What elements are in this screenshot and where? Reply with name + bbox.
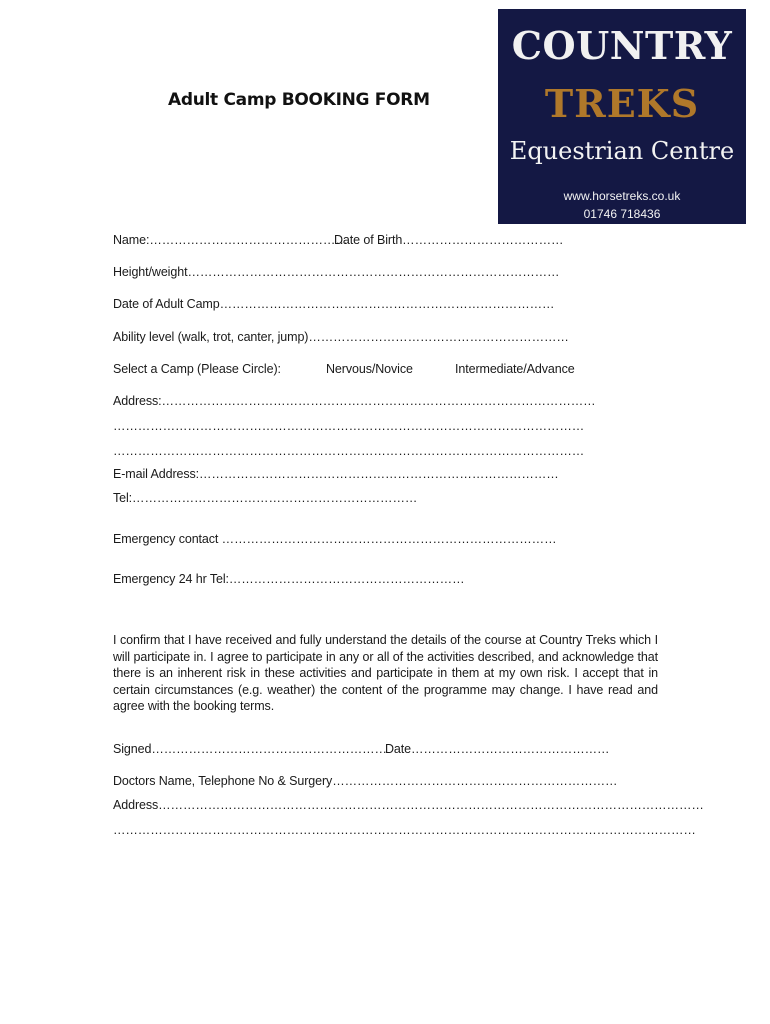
signed-field[interactable]: Signed…………………………………………………	[113, 742, 387, 756]
logo-line-treks: TREKS	[544, 81, 700, 126]
logo-line-equestrian: Equestrian Centre	[509, 137, 735, 165]
option-nervous-novice[interactable]: Nervous/Novice	[326, 362, 413, 376]
confirmation-paragraph: I confirm that I have received and fully understand the details of the course at Country Treks which I will participate in. I agree to participate in any or all of the activities described, and acknowledge that there is an inherent risk in these activities and participate in them at my own risk. I accept that in certain circumstances (e.g. weather) the content of the programme may change. I have read and agree with the booking terms.	[113, 633, 658, 713]
country-treks-logo	[498, 9, 746, 224]
ability-level-field[interactable]: Ability level (walk, trot, canter, jump)………………………………………………………	[113, 330, 569, 344]
address-field[interactable]: Address:……………………………………………………………………………………………	[113, 394, 596, 408]
tel-field[interactable]: Tel:……………………………………………………………	[113, 491, 418, 505]
address-line-3[interactable]: ……………………………………………………………………………………………………	[113, 444, 585, 458]
doctors-field[interactable]: Doctors Name, Telephone No & Surgery……………………………………………………………	[113, 774, 618, 788]
emergency-contact-field[interactable]: Emergency contact ………………………………………………………………………	[113, 532, 557, 546]
option-intermediate-advance[interactable]: Intermediate/Advance	[455, 362, 575, 376]
emergency-tel-field[interactable]: Emergency 24 hr Tel:…………………………………………………	[113, 572, 465, 586]
email-field[interactable]: E-mail Address:……………………………………………………………………………	[113, 467, 559, 481]
dob-field[interactable]: Date of Birth…………………………………	[334, 233, 564, 247]
height-weight-field[interactable]: Height/weight………………………………………………………………………………	[113, 265, 560, 279]
logo-phone: 01746 718436	[583, 207, 661, 221]
date-of-camp-field[interactable]: Date of Adult Camp………………………………………………………………………	[113, 297, 555, 311]
logo-website: www.horsetreks.co.uk	[563, 189, 681, 203]
select-camp-label: Select a Camp (Please Circle):	[113, 362, 281, 376]
name-field[interactable]: Name:…………………………………………	[113, 233, 348, 247]
address-line-2[interactable]: ……………………………………………………………………………………………………	[113, 419, 585, 433]
doctor-address-line-2[interactable]: ……………………………………………………………………………………………………………………………	[113, 823, 696, 837]
date-field[interactable]: Date…………………………………………	[385, 742, 610, 756]
doctor-address-field[interactable]: Address……………………………………………………………………………………………………………………	[113, 798, 704, 812]
logo-line-country: COUNTRY	[511, 23, 733, 68]
form-title: Adult Camp BOOKING FORM	[168, 90, 430, 110]
